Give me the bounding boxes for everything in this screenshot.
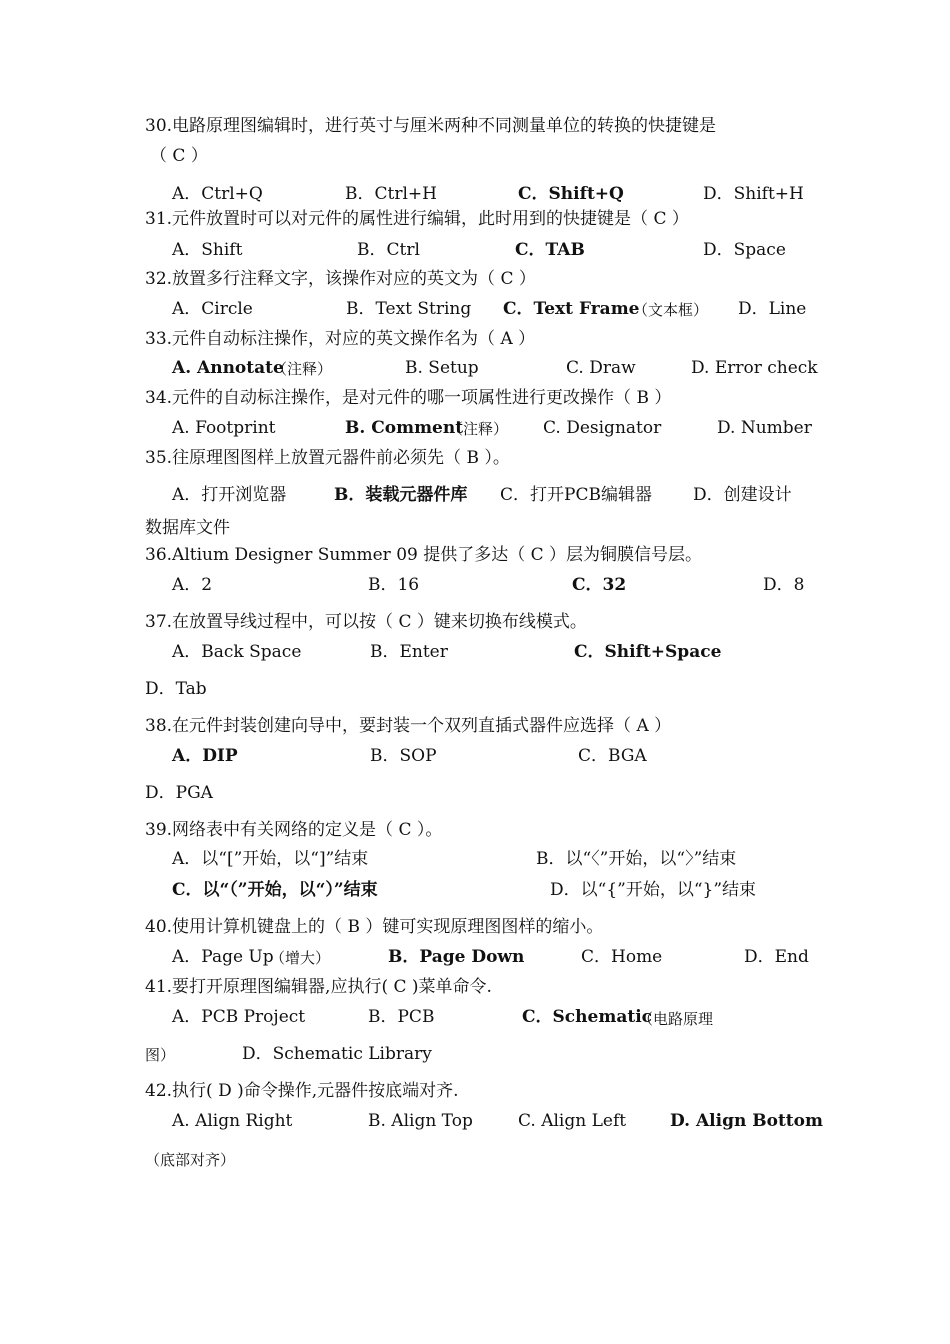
- q33-option-c: C. Draw: [566, 358, 636, 378]
- q34-option-d: D. Number: [717, 418, 812, 438]
- q41-option-b: B．PCB: [368, 1007, 435, 1027]
- question-36-stem: 36.Altium Designer Summer 09 提供了多达（ C ）层为铜膜信号层。: [145, 545, 703, 565]
- question-39-stem: 39.网络表中有关网络的定义是（ C ）。: [145, 820, 443, 840]
- q34-option-b-note: （注释）: [448, 420, 509, 438]
- q42-option-d-wrap: （底部对齐）: [145, 1151, 236, 1169]
- q38-option-c: C．BGA: [578, 746, 647, 766]
- q32-option-a: A．Circle: [172, 299, 253, 319]
- q39-option-d: D．以“{”开始，以“}”结束: [550, 880, 757, 900]
- q33-option-b: B. Setup: [405, 358, 479, 378]
- q32-option-b: B．Text String: [346, 299, 472, 319]
- q37-option-d: D．Tab: [145, 679, 207, 699]
- q31-option-c: C．TAB: [515, 240, 585, 260]
- q33-option-a-note: （注释）: [272, 360, 333, 378]
- question-33-stem: 33.元件自动标注操作，对应的英文操作名为（ A ）: [145, 329, 536, 349]
- q36-option-a: A．2: [172, 575, 213, 595]
- q34-option-a: A. Footprint: [172, 418, 276, 438]
- q39-option-c: C．以“（”开始，以“）”结束: [172, 880, 378, 900]
- q42-option-c: C. Align Left: [518, 1111, 627, 1131]
- q40-option-d: D．End: [744, 947, 809, 967]
- q32-option-c-note: （文本框）: [633, 301, 709, 319]
- q41-option-a: A．PCB Project: [172, 1007, 306, 1027]
- q36-option-c: C．32: [572, 575, 627, 595]
- q35-option-a: A．打开浏览器: [172, 485, 287, 505]
- q37-option-b: B．Enter: [370, 642, 448, 662]
- q42-option-d: D. Align Bottom: [670, 1111, 823, 1131]
- question-32-stem: 32.放置多行注释文字，该操作对应的英文为（ C ）: [145, 269, 536, 289]
- q35-option-c: C．打开PCB编辑器: [500, 485, 652, 505]
- question-37-stem: 37.在放置导线过程中，可以按（ C ）键来切换布线模式。: [145, 612, 587, 632]
- q39-option-b: B．以“〈”开始，以“〉”结束: [536, 849, 737, 869]
- q32-option-c: C．Text Frame: [503, 299, 640, 319]
- q35-option-b: B．装载元器件库: [334, 485, 468, 505]
- q41-option-c-wrap: 图）: [145, 1046, 176, 1064]
- q33-option-d: D. Error check: [691, 358, 818, 378]
- q35-option-d: D．创建设计: [693, 485, 792, 505]
- question-40-stem: 40.使用计算机键盘上的（ B ）键可实现原理图图样的缩小。: [145, 917, 604, 937]
- q33-option-a: A. Annotate: [172, 358, 284, 378]
- q38-option-b: B．SOP: [370, 746, 437, 766]
- q36-option-b: B．16: [368, 575, 420, 595]
- q34-option-c: C. Designator: [543, 418, 662, 438]
- q41-option-c-note: （电路原理: [638, 1010, 714, 1028]
- q38-option-a: A．DIP: [172, 746, 238, 766]
- q40-option-b: B．Page Down: [388, 947, 525, 967]
- q31-option-b: B．Ctrl: [357, 240, 420, 260]
- q37-option-c: C．Shift+Space: [574, 642, 722, 662]
- question-30-answer: （ C ）: [150, 146, 208, 166]
- q37-option-a: A．Back Space: [172, 642, 302, 662]
- q40-option-a: A．Page Up: [172, 947, 274, 967]
- q41-option-c: C．Schematic: [522, 1007, 652, 1027]
- question-34-stem: 34.元件的自动标注操作，是对元件的哪一项属性进行更改操作（ B ）: [145, 388, 672, 408]
- q34-option-b: B. Comment: [345, 418, 464, 438]
- q35-option-d-wrap: 数据库文件: [145, 518, 230, 538]
- q40-option-c: C．Home: [581, 947, 663, 967]
- q30-option-d: D．Shift+H: [703, 184, 804, 204]
- q39-option-a: A．以“[”开始，以“]”结束: [172, 849, 369, 869]
- question-38-stem: 38.在元件封装创建向导中，要封装一个双列直插式器件应选择（ A ）: [145, 716, 672, 736]
- q32-option-d: D．Line: [738, 299, 807, 319]
- q30-option-a: A．Ctrl+Q: [172, 184, 263, 204]
- question-35-stem: 35.往原理图图样上放置元器件前必须先（ B ）。: [145, 448, 510, 468]
- question-41-stem: 41.要打开原理图编辑器,应执行( C )菜单命令.: [145, 977, 492, 997]
- question-31-stem: 31.元件放置时可以对元件的属性进行编辑，此时用到的快捷键是（ C ）: [145, 209, 689, 229]
- q41-option-d: D．Schematic Library: [242, 1044, 432, 1064]
- q42-option-b: B. Align Top: [368, 1111, 473, 1131]
- q30-option-c: C．Shift+Q: [518, 184, 624, 204]
- q31-option-a: A．Shift: [172, 240, 243, 260]
- question-42-stem: 42.执行( D )命令操作,元器件按底端对齐.: [145, 1081, 459, 1101]
- q31-option-d: D．Space: [703, 240, 786, 260]
- q36-option-d: D．8: [763, 575, 805, 595]
- q40-option-a-note: （增大）: [270, 949, 331, 967]
- question-30-stem: 30.电路原理图编辑时，进行英寸与厘米两种不同测量单位的转换的快捷键是: [145, 116, 717, 136]
- q42-option-a: A. Align Right: [172, 1111, 293, 1131]
- q30-option-b: B．Ctrl+H: [345, 184, 437, 204]
- q38-option-d: D．PGA: [145, 783, 213, 803]
